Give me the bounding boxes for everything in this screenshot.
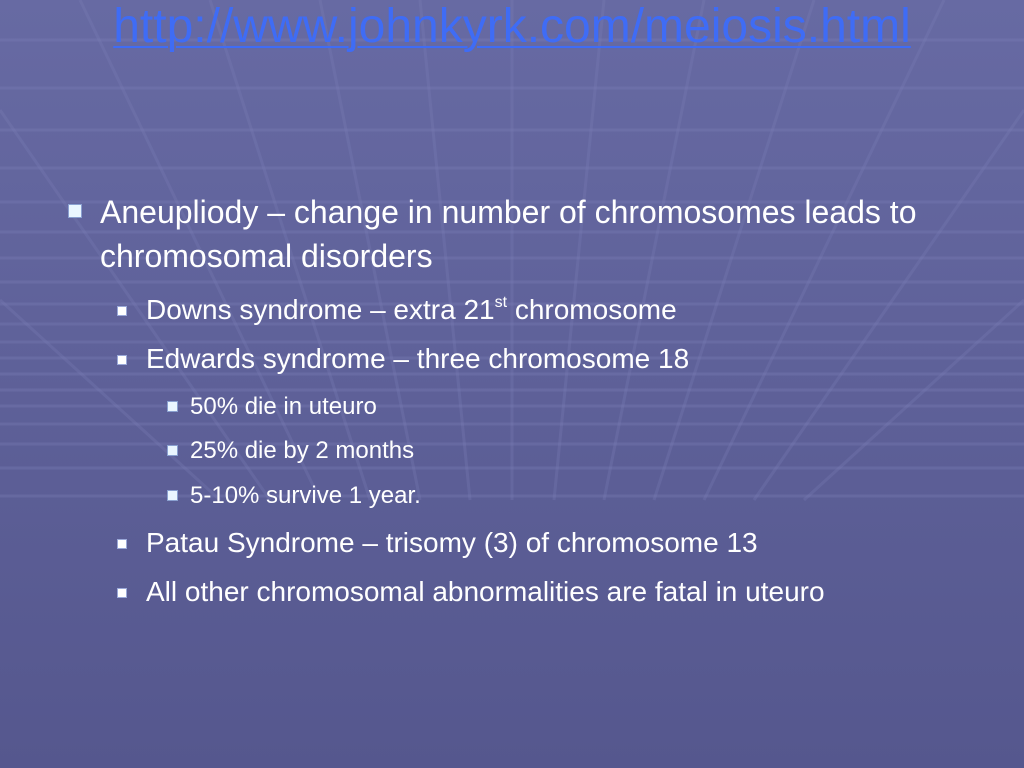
bullet-patau-syndrome: Patau Syndrome – trisomy (3) of chromosome 13 bbox=[146, 527, 986, 559]
square-bullet-icon bbox=[68, 204, 82, 218]
square-bullet-icon bbox=[167, 445, 178, 456]
bullet-edwards-stat-2: 25% die by 2 months bbox=[190, 436, 970, 466]
meiosis-link[interactable]: http://www.johnkyrk.com/meiosis.html bbox=[113, 0, 911, 53]
square-bullet-icon bbox=[167, 490, 178, 501]
bullet-edwards-stat-3: 5-10% survive 1 year. bbox=[190, 481, 970, 511]
bullet-other-abnormalities: All other chromosomal abnormalities are fatal in uteuro bbox=[146, 576, 886, 608]
bullet-edwards-stat-1: 50% die in uteuro bbox=[190, 392, 970, 422]
bullet-edwards-syndrome: Edwards syndrome – three chromosome 18 bbox=[146, 343, 986, 375]
bullet-aneuploidy: Aneupliody – change in number of chromosomes leads to chromosomal disorders bbox=[100, 190, 980, 278]
bullet-downs-syndrome: Downs syndrome – extra 21st chromosome bbox=[146, 294, 986, 326]
square-bullet-icon bbox=[167, 401, 178, 412]
square-bullet-icon bbox=[117, 355, 127, 365]
square-bullet-icon bbox=[117, 588, 127, 598]
square-bullet-icon bbox=[117, 539, 127, 549]
square-bullet-icon bbox=[117, 306, 127, 316]
